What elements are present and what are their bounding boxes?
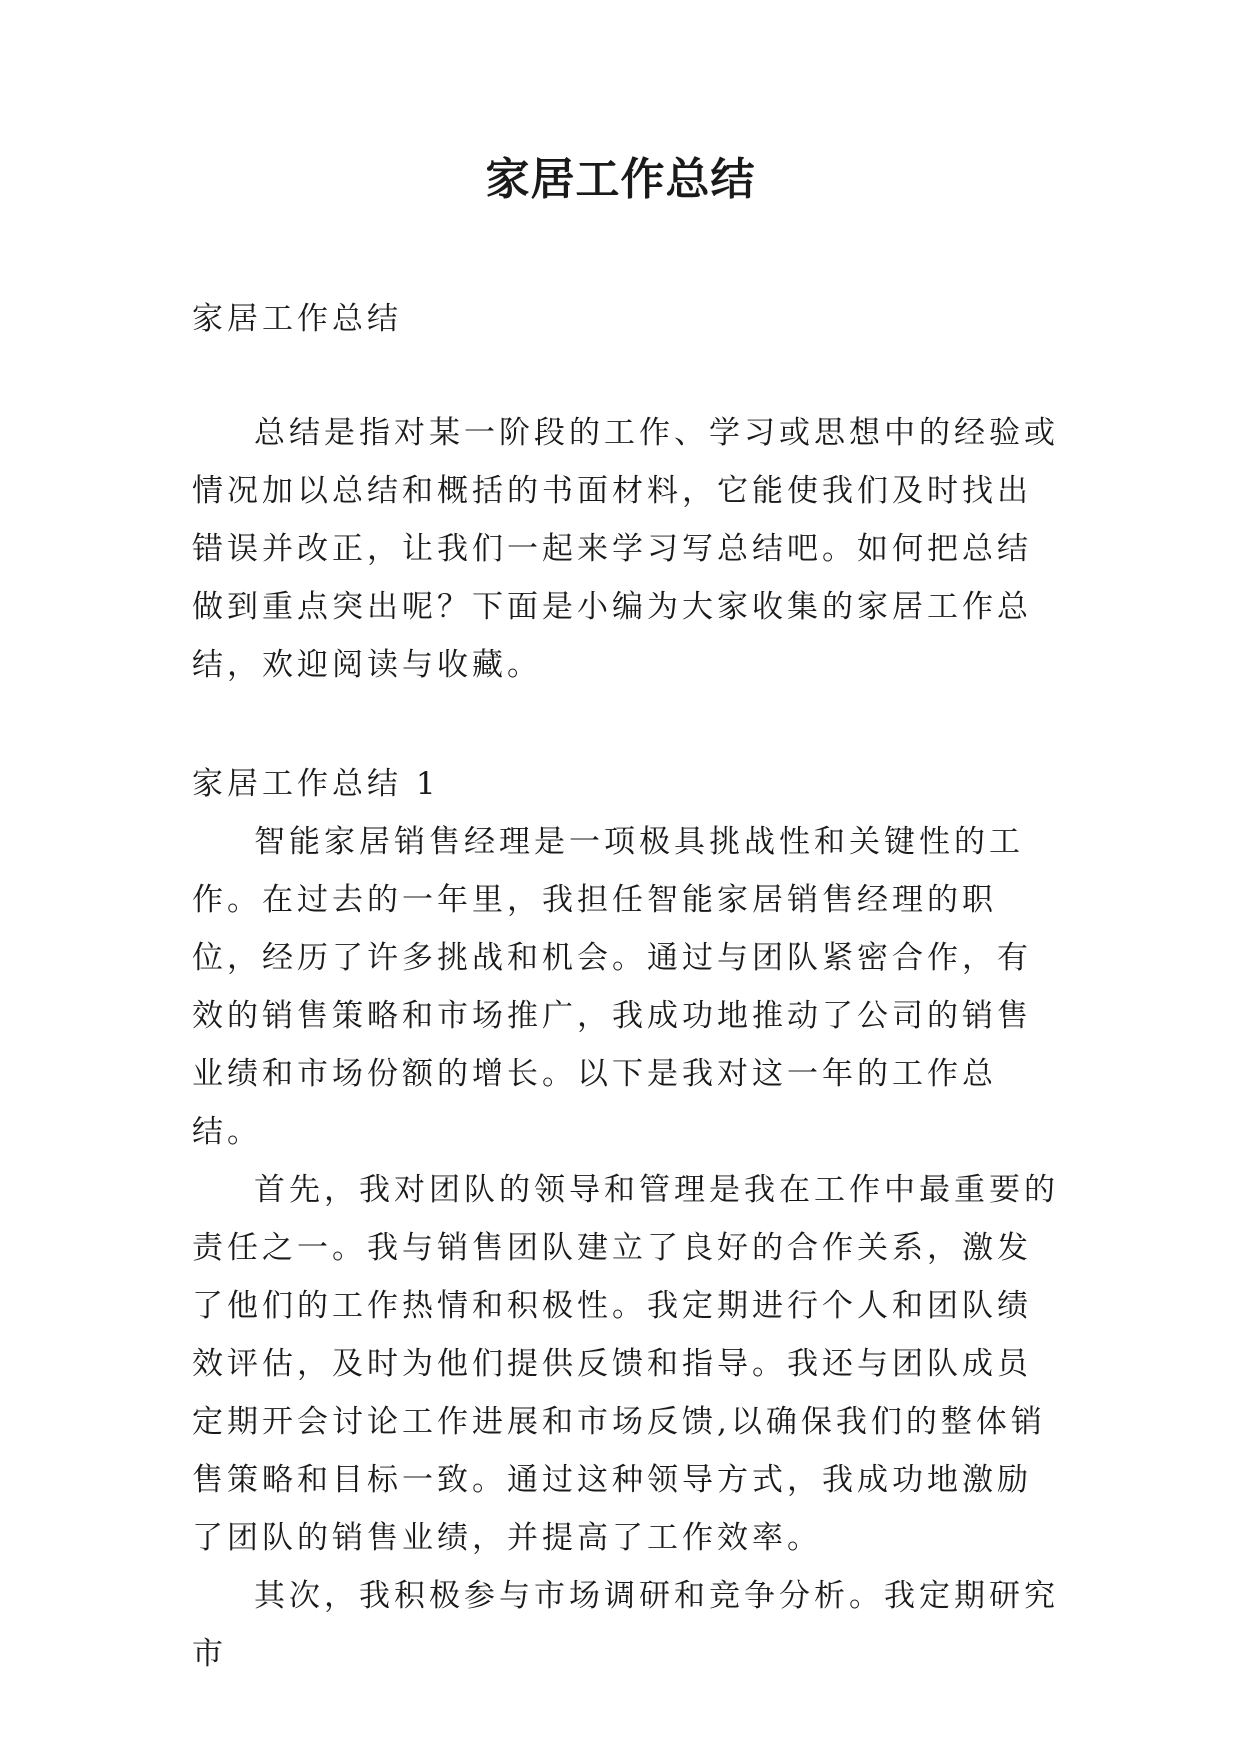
body-paragraph: 智能家居销售经理是一项极具挑战性和关键性的工作。在过去的一年里，我担任智能家居销售经理的职位，经历了许多挑战和机会。通过与团队紧密合作，有效的销售策略和市场推广，我成功地推动了公司的销售业绩和市场份额的增长。以下是我对这一年的工作总结。	[192, 824, 1032, 1150]
intro-section	[192, 404, 1062, 694]
document-subtitle: 家居工作总结	[192, 301, 402, 337]
body-paragraph: 首先，我对团队的领导和管理是我在工作中最重要的责任之一。我与销售团队建立了良好的合作关系，激发了他们的工作热情和积极性。我定期进行个人和团队绩效评估，及时为他们提供反馈和指导。我还与团队成员定期开会讨论工作进展和市场反馈,以确保我们的整体销售策略和目标一致。通过这种领导方式，我成功地激励了团队的销售业绩，并提高了工作效率。	[192, 1172, 1059, 1556]
intro-paragraph: 总结是指对某一阶段的工作、学习或思想中的经验或情况加以总结和概括的书面材料，它能使我们及时找出错误并改正，让我们一起来学习写总结吧。如何把总结做到重点突出呢？下面是小编为大家收集的家居工作总结，欢迎阅读与收藏。	[192, 415, 1059, 683]
document-title: 家居工作总结	[485, 154, 756, 205]
section-body	[192, 813, 1062, 1683]
body-paragraph: 其次，我积极参与市场调研和竞争分析。我定期研究市	[192, 1578, 1059, 1672]
section-heading: 家居工作总结 1	[192, 766, 440, 802]
